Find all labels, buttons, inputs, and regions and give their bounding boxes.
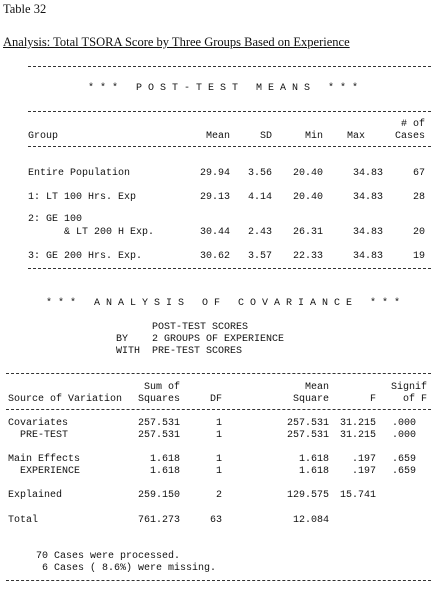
col-header-source: Source of Variation xyxy=(8,394,123,405)
source-label: Covariates xyxy=(8,418,69,429)
mean-value: 29.94 xyxy=(199,168,230,179)
sd-value: 3.56 xyxy=(247,168,272,179)
col-header-cases-top: # of xyxy=(400,119,425,130)
max-value: 34.83 xyxy=(352,168,383,179)
f-value: 31.215 xyxy=(339,418,376,429)
cases-value: 20 xyxy=(412,227,425,238)
max-value: 34.83 xyxy=(352,192,383,203)
source-label: Explained xyxy=(8,490,63,501)
mean-value: 29.13 xyxy=(199,192,230,203)
mean-value: 30.62 xyxy=(199,251,230,262)
col-header-ss-top: Sum of xyxy=(143,382,180,393)
divider xyxy=(28,111,431,112)
divider xyxy=(28,268,431,269)
sig-value: .000 xyxy=(391,418,416,429)
means-heading: * * * P O S T - T E S T M E A N S * * * xyxy=(88,83,359,94)
col-header-cases: Cases xyxy=(394,131,425,142)
ms-value: 257.531 xyxy=(286,430,329,441)
source-label: EXPERIENCE xyxy=(8,466,81,477)
df-value: 1 xyxy=(215,430,222,441)
f-value: .197 xyxy=(351,454,376,465)
divider xyxy=(28,146,431,147)
df-value: 1 xyxy=(215,418,222,429)
source-label: Main Effects xyxy=(8,454,81,465)
ss-value: 259.150 xyxy=(137,490,180,501)
sd-value: 4.14 xyxy=(247,192,272,203)
factor-variable: 2 GROUPS OF EXPERIENCE xyxy=(152,334,285,345)
col-header-ss: Squares xyxy=(137,394,180,405)
col-header-sd: SD xyxy=(259,131,272,142)
ms-value: 257.531 xyxy=(286,418,329,429)
analysis-title: Analysis: Total TSORA Score by Three Groups Based on Experience xyxy=(3,35,350,49)
sig-value: .659 xyxy=(391,466,416,477)
table-label: Table 32 xyxy=(3,2,47,16)
col-header-df: DF xyxy=(209,394,222,405)
f-value: 31.215 xyxy=(339,430,376,441)
min-value: 26.31 xyxy=(292,227,323,238)
group-label-continued: & LT 200 H Exp. xyxy=(64,227,155,238)
max-value: 34.83 xyxy=(352,227,383,238)
ms-value: 129.575 xyxy=(286,490,329,501)
cases-missing-note: 6 Cases ( 8.6%) were missing. xyxy=(42,563,217,574)
col-header-sig: of F xyxy=(402,394,427,405)
sig-value: .659 xyxy=(391,454,416,465)
cases-value: 28 xyxy=(412,192,425,203)
ms-value: 1.618 xyxy=(298,454,329,465)
dependent-variable: POST-TEST SCORES xyxy=(152,322,249,333)
min-value: 22.33 xyxy=(292,251,323,262)
df-value: 1 xyxy=(215,454,222,465)
ancova-heading: * * * A N A L Y S I S O F C O V A R I A N C E * * * xyxy=(46,298,401,309)
col-header-min: Min xyxy=(304,131,323,142)
divider xyxy=(6,580,431,581)
col-header-f: F xyxy=(369,394,376,405)
group-label: 1: LT 100 Hrs. Exp xyxy=(28,192,137,203)
cases-value: 67 xyxy=(412,168,425,179)
df-value: 2 xyxy=(215,490,222,501)
df-value: 1 xyxy=(215,466,222,477)
group-label: 3: GE 200 Hrs. Exp. xyxy=(28,251,143,262)
sig-value: .000 xyxy=(391,430,416,441)
ss-value: 1.618 xyxy=(149,466,180,477)
sd-value: 2.43 xyxy=(247,227,272,238)
col-header-group: Group xyxy=(28,131,59,142)
ss-value: 1.618 xyxy=(149,454,180,465)
sd-value: 3.57 xyxy=(247,251,272,262)
col-header-max: Max xyxy=(346,131,365,142)
df-value: 63 xyxy=(209,515,222,526)
divider xyxy=(6,373,431,374)
source-label: Total xyxy=(8,515,39,526)
ss-value: 257.531 xyxy=(137,430,180,441)
mean-value: 30.44 xyxy=(199,227,230,238)
ss-value: 257.531 xyxy=(137,418,180,429)
ms-value: 12.084 xyxy=(292,515,329,526)
covariate-variable: PRE-TEST SCORES xyxy=(152,346,243,357)
min-value: 20.40 xyxy=(292,192,323,203)
cases-processed-note: 70 Cases were processed. xyxy=(36,551,181,562)
with-label: WITH xyxy=(116,346,141,357)
max-value: 34.83 xyxy=(352,251,383,262)
source-label: PRE-TEST xyxy=(8,430,69,441)
divider xyxy=(28,66,431,67)
col-header-ms: Square xyxy=(292,394,329,405)
min-value: 20.40 xyxy=(292,168,323,179)
ms-value: 1.618 xyxy=(298,466,329,477)
col-header-sig-top: Signif xyxy=(390,382,427,393)
cases-value: 19 xyxy=(412,251,425,262)
group-label: Entire Population xyxy=(28,168,131,179)
f-value: .197 xyxy=(351,466,376,477)
group-label: 2: GE 100 xyxy=(28,214,83,225)
ss-value: 761.273 xyxy=(137,515,180,526)
by-label: BY xyxy=(116,334,129,345)
col-header-ms-top: Mean xyxy=(304,382,329,393)
col-header-mean: Mean xyxy=(205,131,230,142)
f-value: 15.741 xyxy=(339,490,376,501)
divider xyxy=(6,409,431,410)
